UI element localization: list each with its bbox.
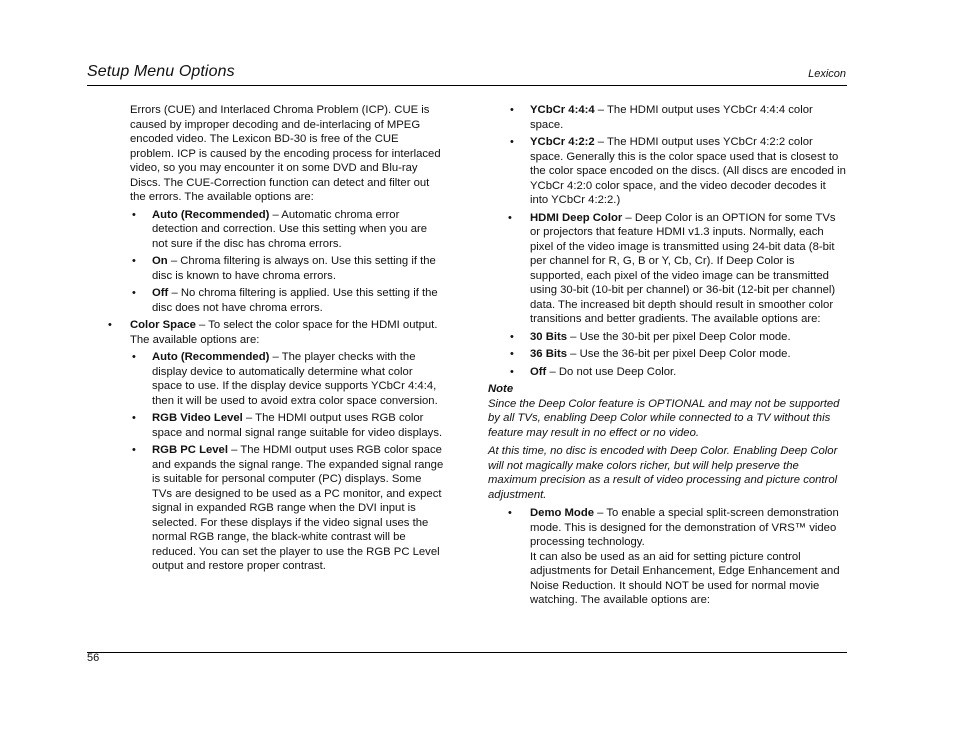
option-item [508,330,846,345]
option-term: Off [530,365,547,378]
option-description: – Chroma filtering is always on. Use this setting if the disc is known to have chroma errors. [152,255,436,282]
bullet-icon: • [510,136,514,148]
bullet-icon: • [508,507,512,519]
option-item [130,443,444,574]
bullet-icon: • [510,104,514,116]
bullet-icon: • [132,444,136,456]
cue-intro-paragraph: Errors (CUE) and Interlaced Chroma Problem (ICP). CUE is caused by improper decoding and de-interlacing of MPEG encoded video. The Lexicon BD-30 is free of the CUE problem. ICP is caused by the encoding process for interlaced video, so you may encounter it on some DVD and Blu-ray Discs. The CUE-Correction function can detect and filter out the errors. The available options are: [130,104,441,203]
option-description: – The player checks with the display device to automatically determine what color space to use. If the display device supports YCbCr 4:4:4, then it will be used to avoid extra color space conversion. [152,351,438,407]
option-term: On [152,255,168,267]
option-description: – No chroma filtering is applied. Use this setting if the disc does not have chroma errors. [152,287,438,314]
option-item [508,103,846,132]
bullet-icon: • [508,211,512,224]
bullet-icon: • [108,319,112,331]
setting-description-continued: It can also be used as an aid for setting picture control adjustments for Detail Enhancement, Edge Enhancement and Noise Reduction. It should NOT be used for normal movie watching. The available options are: [530,550,840,606]
option-term: 30 Bits [530,330,568,343]
setting-term: HDMI Deep Color [530,211,623,224]
option-term: Auto (Recommended) [152,351,270,363]
setting-item-hdmi-deep-color [508,211,846,327]
setting-description: – To select the color space for the HDMI output. The available options are: [130,319,438,346]
bullet-icon: • [510,330,514,343]
left-column [108,103,444,577]
option-item [130,254,444,283]
option-term: Auto (Recommended) [152,208,270,221]
bullet-icon: • [510,365,514,378]
setting-item-demo-mode [508,506,846,608]
option-term: YCbCr 4:2:2 [530,136,595,148]
right-column [488,103,846,611]
bullet-icon: • [132,255,136,267]
setting-term: Demo Mode [530,507,595,519]
bullet-icon: • [510,348,514,360]
page-header-brand: Lexicon [808,68,846,80]
page-header-title: Setup Menu Options [87,63,235,80]
option-item [508,365,846,380]
option-description: – The HDMI output uses RGB color space and normal signal range suitable for video displays. [152,412,443,439]
option-term: YCbCr 4:4:4 [530,104,595,116]
note-paragraph: At this time, no disc is encoded with Deep Color. Enabling Deep Color will not magically make colors richer, but will help preserve the maximum precision as a result of video processing and picture control adjustment. [488,445,838,501]
option-item [130,411,444,440]
option-description: – The HDMI output uses YCbCr 4:4:4 color space. [530,104,813,131]
option-item [508,135,846,208]
setting-description: – To enable a special split-screen demonstration mode. This is designed for the demonstration of VRS™ video processing technology. [530,507,839,548]
setting-term: Color Space [130,319,196,331]
page-number: 56 [87,652,100,664]
note-paragraph: Since the Deep Color feature is OPTIONAL and may not be supported by all TVs, enabling Deep Color while connected to a TV without this feature may result in no effect or no video. [488,397,840,439]
header-rule [87,85,847,86]
setting-item-color-space [108,318,444,347]
option-description: – The HDMI output uses RGB color space and expands the signal range. The expanded signal range is suitable for personal computer (PC) displays. Some TVs are designed to be used as a PC monitor, and expect signal in expanded RGB range when the DVI input is selected. For these displays if the video signal uses the normal RGB range, the black-white contrast will be reduced. You can set the player to use the RGB PC Level output and restore proper contrast. [152,444,444,572]
option-description: – Use the 36-bit per pixel Deep Color mode. [567,348,791,360]
option-item [130,286,444,315]
option-term: RGB Video Level [152,412,243,424]
setting-description: – Deep Color is an OPTION for some TVs or projectors that feature HDMI v1.3 inputs. Normally, each pixel of the video image is transmitted using 24-bit data (8-bit per channel for R, G, B or Y, Cb, Cr). If Deep Color is supported, each pixel of the video image can be transmitted using 30-bit (10-bit per channel) or 36-bit (12-bit per channel) data. The increased bit depth should result in smoother color transitions and better gradients. The available options are: [530,211,836,325]
bullet-icon: • [132,412,136,424]
option-term: RGB PC Level [152,444,228,456]
option-term: Off [152,287,169,299]
option-description: – Automatic chroma error detection and correction. Use this setting when you are not sure if the disc has chroma errors. [152,208,428,250]
option-description: – Use the 30-bit per pixel Deep Color mode. [567,330,791,343]
footer-rule [87,652,847,653]
option-item [130,350,444,408]
bullet-icon: • [132,208,136,221]
option-term: 36 Bits [530,348,568,360]
option-item [508,347,846,362]
option-item [130,208,444,252]
bullet-icon: • [132,351,136,363]
option-description: – Do not use Deep Color. [546,365,677,378]
note-heading: Note [488,383,514,395]
bullet-icon: • [132,287,136,299]
option-description: – The HDMI output uses YCbCr 4:2:2 color space. Generally this is the color space used that is closest to the color space encoded on the discs. (All discs are encoded in YCbCr 4:2:0 color space, and the video decoder decodes it into YCbCr 4:2:2.) [530,136,846,206]
